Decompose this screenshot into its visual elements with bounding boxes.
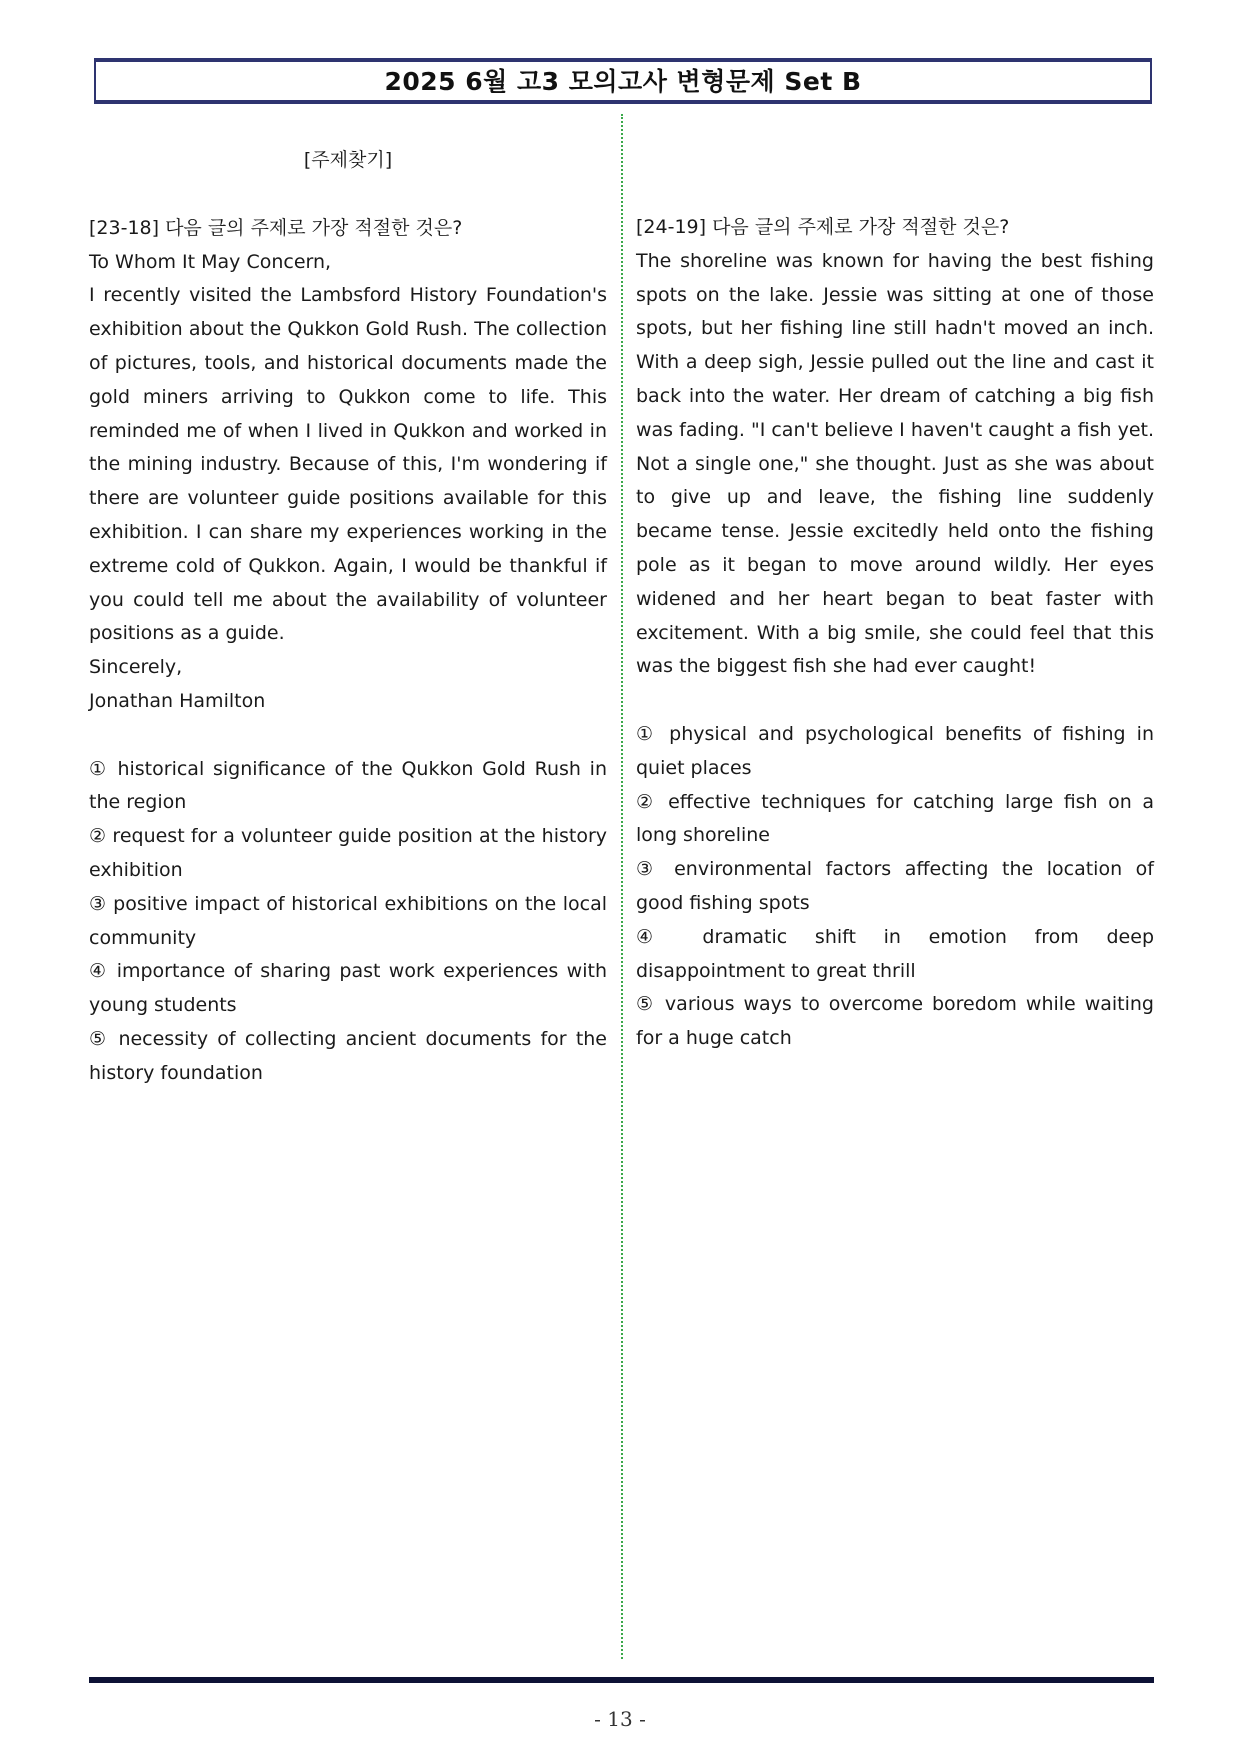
answer-option-2[interactable]: ② request for a volunteer guide position at the history exhibition	[89, 825, 607, 881]
answer-option-4[interactable]: ④ importance of sharing past work experiences with young students	[89, 960, 607, 1017]
story-passage: The shoreline was known for having the best fishing spots on the lake. Jessie was sitting at one of those spots, but her fishing line still hadn't moved an inch. With a deep sigh, Jessie pulled out the line and cast it back into the water. Her dream of catching a big fish was fading. "I can't believe I haven't caught a fish yet. Not a single one," she thought. Just as she was about to give up and leave, the fishing line suddenly became tense. Jessie excitedly held onto the fishing pole as it began to move around wildly. Her eyes widened and her heart began to beat faster with excitement. With a big smile, she could feel that this was the biggest fish she had ever caught!	[636, 249, 1154, 678]
spacer	[636, 684, 1154, 718]
letter-signature: Jonathan Hamilton	[89, 689, 266, 712]
question-heading-18: [23-18] 다음 글의 주제로 가장 적절한 것은?	[89, 216, 463, 239]
answer-option-1[interactable]: ① physical and psychological benefits of fishing in quiet places	[636, 722, 1154, 779]
page-number: - 13 -	[594, 1707, 646, 1731]
section-label: [주제찾기]	[303, 149, 393, 171]
left-column	[89, 144, 607, 1091]
answer-option-1[interactable]: ① historical significance of the Qukkon Gold Rush in the region	[89, 757, 607, 814]
title-box	[94, 58, 1152, 104]
letter-body: I recently visited the Lambsford History Foundation's exhibition about the Qukkon Gold Rush. The collection of pictures, tools, and historical documents made the gold miners arriving to Qukkon come to life. This reminded me of when I lived in Qukkon and worked in the mining industry. Because of this, I'm wondering if there are volunteer guide positions available for this exhibition. I can share my experiences working in the extreme cold of Qukkon. Again, I would be thankful if you could tell me about the availability of volunteer positions as a guide.	[89, 284, 607, 645]
answer-option-5[interactable]: ⑤ various ways to overcome boredom while waiting for a huge catch	[636, 993, 1154, 1050]
question-heading-19: [24-19] 다음 글의 주제로 가장 적절한 것은?	[636, 216, 1010, 238]
answer-option-3[interactable]: ③ environmental factors affecting the location of good fishing spots	[636, 858, 1154, 914]
answer-option-4[interactable]: ④ dramatic shift in emotion from deep disappointment to great thrill	[636, 925, 1154, 982]
answer-option-3[interactable]: ③ positive impact of historical exhibitions on the local community	[89, 892, 607, 949]
spacer	[89, 719, 607, 753]
page-title: 2025 6월 고3 모의고사 변형문제 Set B	[384, 67, 862, 96]
right-column	[636, 211, 1154, 1056]
answer-option-5[interactable]: ⑤ necessity of collecting ancient documents for the history foundation	[89, 1027, 607, 1084]
letter-salutation: To Whom It May Concern,	[89, 250, 332, 273]
column-divider	[621, 114, 623, 1659]
answer-option-2[interactable]: ② effective techniques for catching large fish on a long shoreline	[636, 790, 1154, 847]
letter-closing: Sincerely,	[89, 656, 183, 679]
footer-rule	[89, 1677, 1154, 1683]
